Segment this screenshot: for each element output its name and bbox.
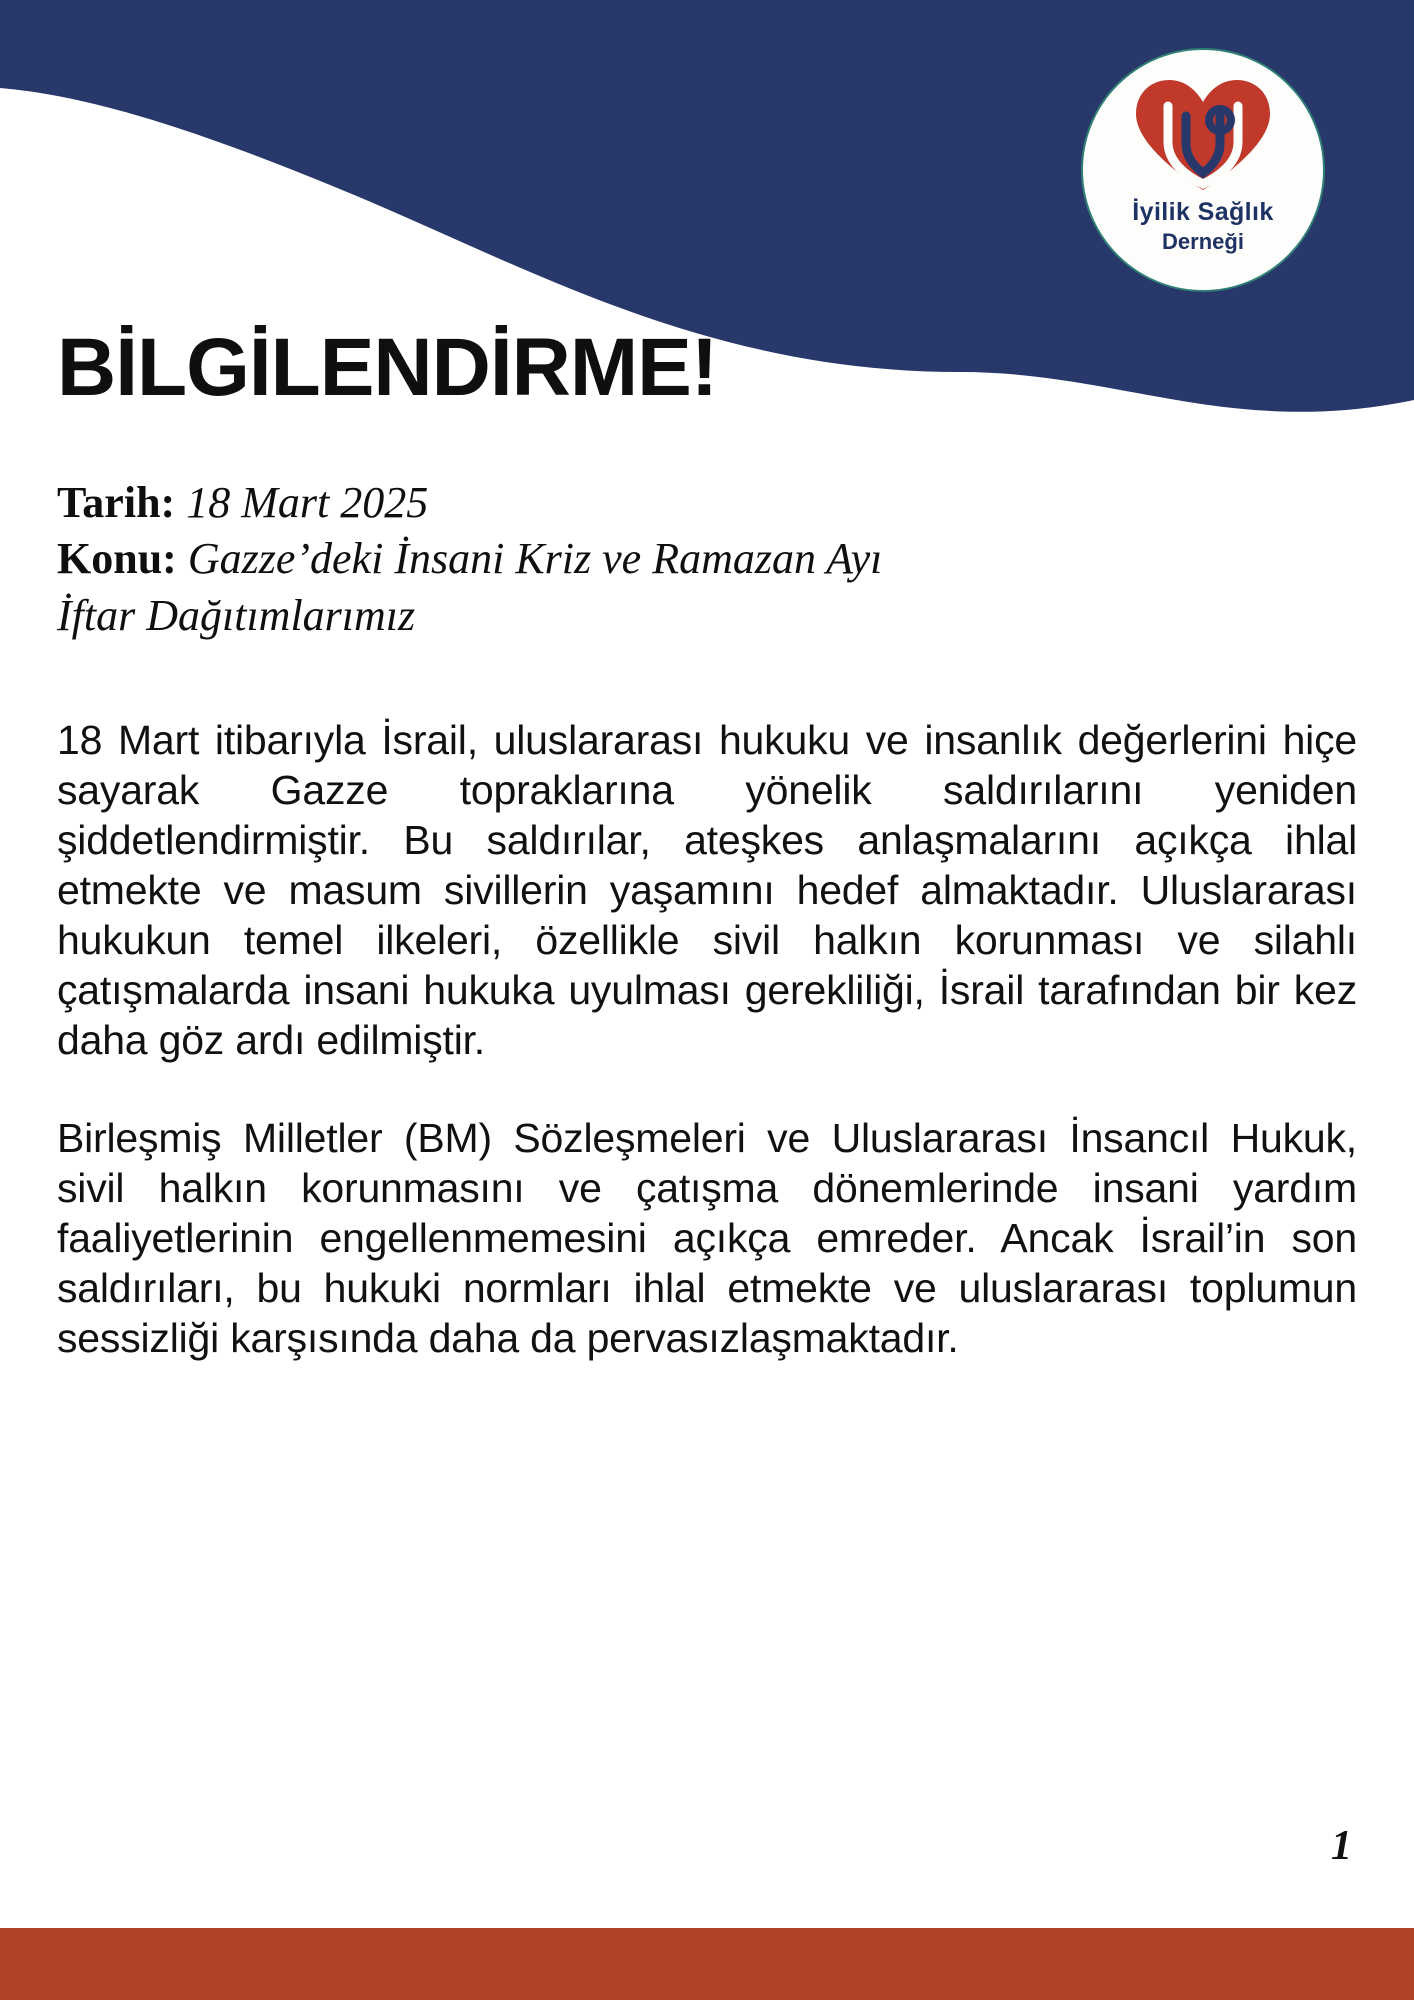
document-body — [57, 715, 1357, 1363]
subject-label: Konu — [57, 534, 163, 584]
meta-row-date — [57, 475, 1357, 531]
subject-value-continuation: İftar Dağıtımlarımız — [57, 590, 416, 640]
logo-name-line-2: Derneği — [1162, 229, 1244, 254]
body-paragraph-2: Birleşmiş Milletler (BM) Sözleşmeleri ve Uluslararası İnsancıl Hukuk, sivil halkın korunmasını ve çatışma dönemlerinde insani yardım faaliyetlerinin engellenmemesini açıkça emreder. Ancak İsrail’in son saldırıları, bu hukuki normları ihlal etmekte ve uluslararası toplumun sessizliği karşısında daha da pervasızlaşmaktadır. — [57, 1115, 1357, 1362]
subject-label-colon: : — [162, 534, 177, 584]
subject-value: Gazze’deki İnsani Kriz ve Ramazan Ayı — [187, 534, 883, 584]
organization-logo — [1081, 48, 1325, 292]
date-label: Tarih: — [57, 478, 176, 527]
page-title: BİLGİLENDİRME! — [57, 322, 718, 413]
page-number: 1 — [1331, 1823, 1352, 1869]
meta-row-subject — [57, 531, 1357, 587]
date-value: 18 Mart 2025 — [186, 478, 429, 527]
logo-name-line-1: İyilik Sağlık — [1132, 198, 1274, 226]
document-meta — [57, 475, 1357, 644]
body-paragraph-1: 18 Mart itibarıyla İsrail, uluslararası hukuku ve insanlık değerlerini hiçe sayarak Gazze topraklarına yönelik saldırılarını yeniden şiddetlendirmiştir. Bu saldırılar, ateşkes anlaşmalarını açıkça ihlal etmekte ve masum sivillerin yaşamını hedef almaktadır. Uluslararası hukukun temel ilkeleri, özellikle sivil halkın korunması ve silahlı çatışmalarda insani hukuka uyulması gerekliliği, İsrail tarafından bir kez daha göz ardı edilmiştir. — [57, 717, 1357, 1064]
footer-color-bar — [0, 1928, 1414, 2000]
heart-icon — [1128, 76, 1278, 194]
